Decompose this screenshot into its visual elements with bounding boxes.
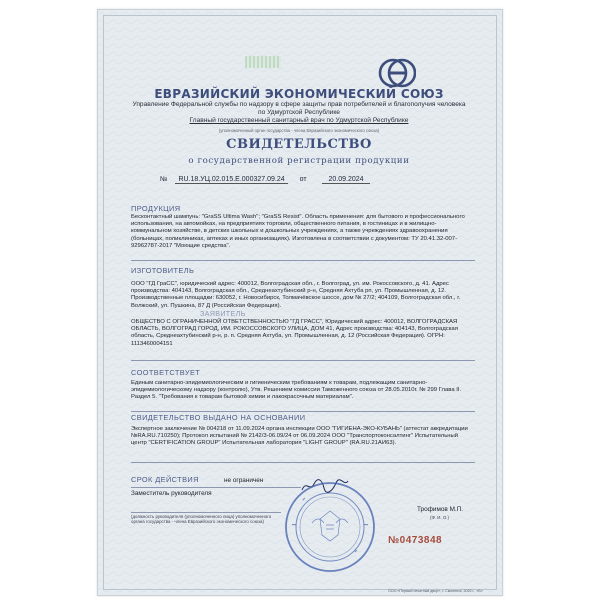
signer-name: Трофимов М.П. xyxy=(417,506,464,513)
conforms-text: Единым санитарно-эпидемиологическим и гигиеническим требованиям к товарам, подлежащим санитарно-эпидемиологическому надзору (контролю), Утв. Решением комиссии Таможенного союза от 28.05.2010г. № 299 Глава II. Раздел 5. "Требования к товарам бытовой химии и лакокрасочным материалам". xyxy=(131,380,462,401)
authority-line-1: Управление Федеральной службы по надзору в сфере защиты прав потребителей и благополучия человека xyxy=(132,101,466,108)
validity-heading: СРОК ДЕЙСТВИЯ xyxy=(131,475,199,484)
printer-footer: ООО «Первый печатный двор», г. Смоленск, 2025 г., «Б» xyxy=(388,589,483,593)
conforms-heading: СООТВЕТСТВУЕТ xyxy=(131,368,201,377)
registration-from-label: от xyxy=(299,176,307,183)
registration-number-label: № xyxy=(160,176,168,183)
validity-value: не ограничен xyxy=(224,477,264,484)
conforms-rule xyxy=(131,411,475,412)
applicant-text: ОБЩЕСТВО С ОГРАНИЧЕННОЙ ОТВЕТСТВЕННОСТЬЮ "ГД ГРАСС", Юридический адрес: 400012, ВОЛГОГРАДСКАЯ ОБЛАСТЬ, ВОЛГОГРАД ГОРОД, ИМ. РОКОССОВСКОГО УЛИЦА, ДОМ 41, Адрес производства: 404143, Волгоградская область, Среднеахтубинский р-н, р. п. Средняя Ахтуба, ул. Промышленная, д. 12 (Российская Федерация). ОГРН: 1113460004151 xyxy=(131,319,458,347)
signature-rule xyxy=(131,512,281,513)
product-heading: ПРОДУКЦИЯ xyxy=(131,204,181,213)
signer-name-caption: (Ф. И. О.) xyxy=(430,515,449,520)
official-seal xyxy=(282,479,378,575)
authority-line-3: Главный государственный санитарный врач по Удмуртской Республике xyxy=(189,117,409,124)
registration-date: 20.09.2024 xyxy=(322,176,369,184)
basis-rule xyxy=(131,462,475,463)
authority-caption: (уполномоченный орган государства - члена Евразийского экономического союза) xyxy=(218,128,380,133)
basis-heading: СВИДЕТЕЛЬСТВО ВЫДАНО НА ОСНОВАНИИ xyxy=(131,413,306,422)
signature-caption: (должность руководителя (уполномоченного лица) уполномоченного органа государства - члена Евразийского экономического союза) xyxy=(131,514,272,525)
serial-number: №0473848 xyxy=(388,535,443,546)
eaeu-logo-icon xyxy=(378,58,416,88)
validity-rule xyxy=(131,487,301,488)
applicant-heading: ЗАЯВИТЕЛЬ xyxy=(200,309,246,318)
certificate-title: СВИДЕТЕЛЬСТВО xyxy=(226,137,372,152)
certificate-subtitle: о государственной регистрации продукции xyxy=(188,156,410,166)
hologram-strip xyxy=(245,56,281,68)
manufacturer-text: ООО "ГД ГраСС", юридический адрес: 400012, Волгоградская обл., г. Волгоград, ул. им. Рокоссовского, д. 41. Адрес производства: 404143, Волгоградская обл., Среднеахтубинский р-н, Средняя Ахтуба рп, ул. Промышленная, д. 12. Производственные площадки: 630052, г. Новосибирск, Толмачёвское шоссе, дом № 27/2; 404109, Волгоградская обл., г. Волжский, ул. Пушкина, 87 Д (Российская Федерация). xyxy=(131,281,461,309)
applicant-rule xyxy=(131,360,475,361)
product-text: Бесконтактный шампунь: "GraSS Ultima Wash"; "GraSS Resist". Область применения: для бытового и профессионального использования, на автомойках, на предприятиях торговли, общественного питания, в гостиницах и в жилищно-коммунальном хозяйстве, в детских школьных и дошкольных учреждениях, а также учреждениях здравоохранения (больницах, поликлиниках, аптеках и иных организациях). Изготовлена в соответствии с документом: ТУ 20.41.32-007-92962787-2017 "Моющие средства". xyxy=(131,214,465,249)
authority-line-2: по Удмуртской Республике xyxy=(258,109,340,116)
registration-number: RU.18.УЦ.02.015.Е.000327.09.24 xyxy=(175,176,287,184)
union-title: ЕВРАЗИЙСКИЙ ЭКОНОМИЧЕСКИЙ СОЮЗ xyxy=(154,87,444,101)
deputy-label: Заместитель руководителя xyxy=(131,490,212,497)
product-rule xyxy=(131,260,475,261)
manufacturer-heading: ИЗГОТОВИТЕЛЬ xyxy=(131,266,195,275)
authority-block xyxy=(97,101,501,125)
basis-text: Экспертное заключение № 004218 от 11.09.2024 органа инспекции ООО "ГИГИЕНА-ЭКО-КУБАНЬ" (аттестат аккредитации №RA.RU.710250); Протокол испытаний № 2142/3-06.09/24 от 06.09.2024 ООО "Транспортоконсалтинг" Испытательный центр "CERTIFICATION GROUP" Испытательная лаборатория "LIGHT GROUP" (RA.RU.21АИ63). xyxy=(131,426,468,447)
registration-line xyxy=(160,176,370,184)
